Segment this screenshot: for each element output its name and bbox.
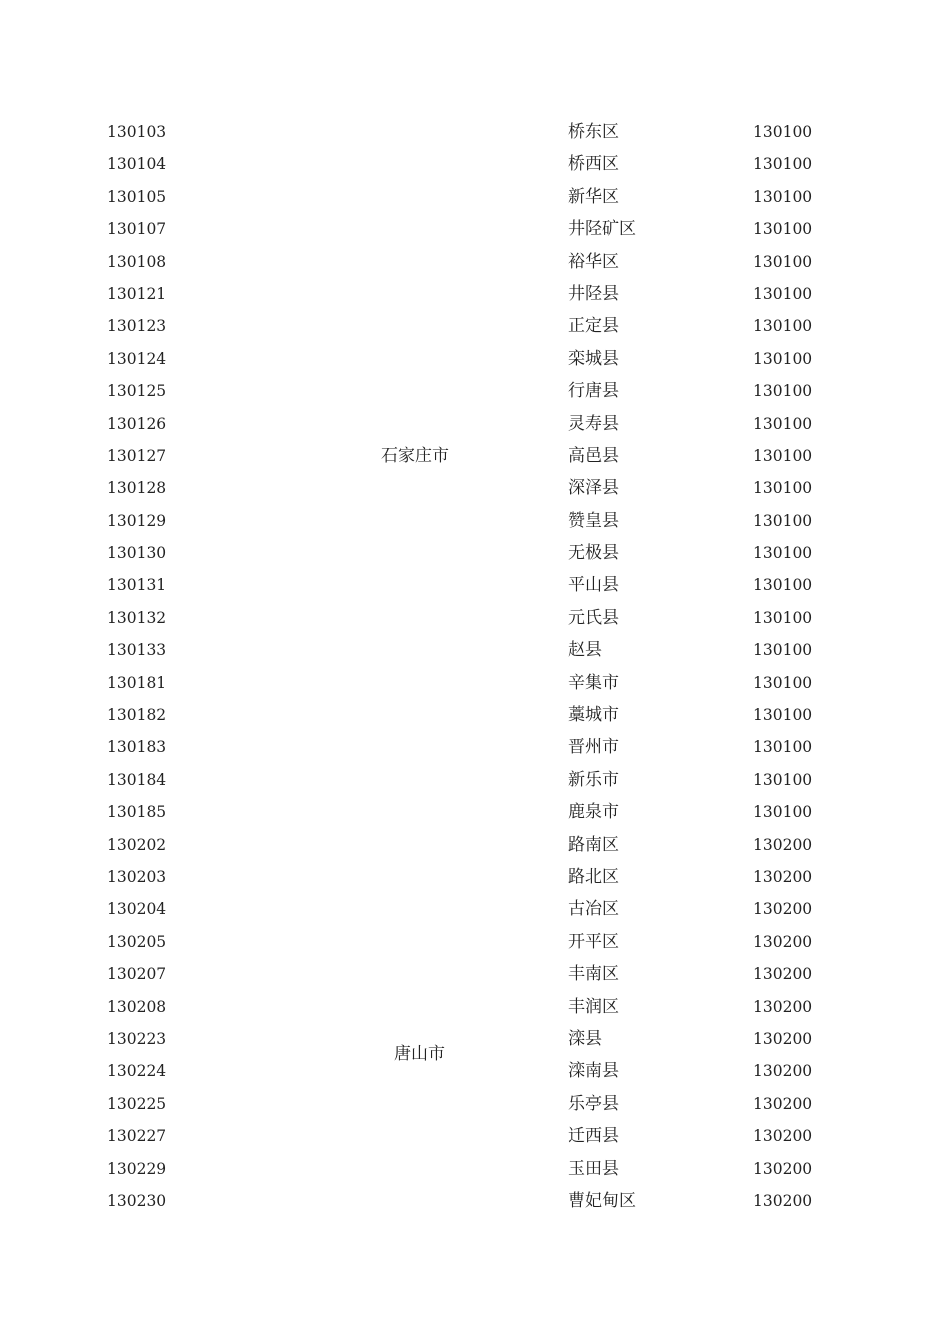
table-row (0, 246, 950, 278)
parent-code-cell: 130100 (753, 382, 813, 401)
parent-code-cell: 130100 (753, 284, 813, 303)
parent-code-cell: 130200 (753, 1062, 813, 1081)
region-name-cell: 无极县 (568, 543, 619, 564)
region-name-cell: 井陉矿区 (568, 219, 636, 240)
table-row (0, 505, 950, 537)
region-code-cell: 130127 (107, 446, 167, 465)
parent-code-cell: 130100 (753, 123, 813, 141)
region-name-cell: 灵寿县 (568, 413, 619, 434)
table-row (0, 667, 950, 699)
region-name-cell: 新华区 (568, 186, 619, 207)
table-row (0, 829, 950, 861)
region-name-cell: 滦县 (568, 1028, 602, 1049)
parent-code-cell: 130100 (753, 608, 813, 627)
region-name-cell: 裕华区 (568, 251, 619, 272)
region-code-cell: 130230 (107, 1191, 167, 1210)
table-row (0, 148, 950, 180)
parent-code-cell: 130100 (753, 155, 813, 174)
region-name-cell: 桥东区 (568, 122, 619, 142)
parent-code-cell: 130100 (753, 706, 813, 725)
region-code-cell: 130224 (107, 1062, 167, 1081)
region-code-cell: 130105 (107, 187, 167, 206)
region-code-cell: 130133 (107, 641, 167, 660)
region-name-cell: 新乐市 (568, 769, 619, 790)
region-name-cell: 元氏县 (568, 607, 619, 628)
region-code-cell: 130124 (107, 349, 167, 368)
region-code-cell: 130229 (107, 1159, 167, 1178)
region-name-cell: 曹妃甸区 (568, 1190, 636, 1211)
table-row (0, 926, 950, 958)
region-code-cell: 130183 (107, 738, 167, 757)
table-row (0, 958, 950, 990)
region-code-cell: 130204 (107, 900, 167, 919)
region-code-cell: 130132 (107, 608, 167, 627)
table-row (0, 278, 950, 310)
region-name-cell: 赵县 (568, 640, 602, 661)
table-row (0, 213, 950, 245)
table-row (0, 472, 950, 504)
region-code-cell: 130126 (107, 414, 167, 433)
region-name-cell: 路南区 (568, 834, 619, 855)
parent-code-cell: 130100 (753, 414, 813, 433)
table-row (0, 991, 950, 1023)
region-name-cell: 迁西县 (568, 1126, 619, 1147)
table-row (0, 440, 950, 472)
table-row (0, 569, 950, 601)
region-name-cell: 丰润区 (568, 996, 619, 1017)
table-row (0, 731, 950, 763)
region-name-cell: 古冶区 (568, 899, 619, 920)
table-row (0, 408, 950, 440)
parent-code-cell: 130200 (753, 867, 813, 886)
parent-code-cell: 130100 (753, 641, 813, 660)
region-code-cell: 130202 (107, 835, 167, 854)
region-code-cell: 130207 (107, 965, 167, 984)
parent-code-cell: 130200 (753, 932, 813, 951)
table-row (0, 310, 950, 342)
table-row (0, 116, 950, 148)
parent-code-cell: 130100 (753, 511, 813, 530)
region-code-cell: 130108 (107, 252, 167, 271)
parent-code-cell: 130200 (753, 965, 813, 984)
table-row (0, 602, 950, 634)
region-code-cell: 130182 (107, 706, 167, 725)
parent-code-cell: 130200 (753, 1159, 813, 1178)
region-name-cell: 桥西区 (568, 154, 619, 175)
region-code-cell: 130227 (107, 1127, 167, 1146)
region-name-cell: 滦南县 (568, 1061, 619, 1082)
region-code-cell: 130125 (107, 382, 167, 401)
parent-code-cell: 130100 (753, 317, 813, 336)
region-code-cell: 130107 (107, 220, 167, 239)
parent-code-cell: 130200 (753, 1094, 813, 1113)
parent-code-cell: 130200 (753, 835, 813, 854)
parent-code-cell: 130100 (753, 349, 813, 368)
parent-code-cell: 130100 (753, 479, 813, 498)
table-row (0, 181, 950, 213)
region-name-cell: 井陉县 (568, 283, 619, 304)
region-code-cell: 130128 (107, 479, 167, 498)
region-code-cell: 130184 (107, 770, 167, 789)
parent-code-cell: 130100 (753, 738, 813, 757)
parent-code-cell: 130100 (753, 187, 813, 206)
region-code-cell: 130205 (107, 932, 167, 951)
region-name-cell: 平山县 (568, 575, 619, 596)
region-code-cell: 130104 (107, 155, 167, 174)
region-name-cell: 行唐县 (568, 381, 619, 402)
region-code-cell: 130185 (107, 803, 167, 822)
parent-code-cell: 130100 (753, 544, 813, 563)
region-name-cell: 开平区 (568, 931, 619, 952)
parent-code-cell: 130100 (753, 220, 813, 239)
parent-code-cell: 130200 (753, 1191, 813, 1210)
region-name-cell: 正定县 (568, 316, 619, 337)
region-name-cell: 鹿泉市 (568, 802, 619, 823)
table-row (0, 1023, 950, 1055)
table-row (0, 861, 950, 893)
region-code-cell: 130225 (107, 1094, 167, 1113)
region-name-cell: 深泽县 (568, 478, 619, 499)
parent-code-cell: 130100 (753, 576, 813, 595)
parent-code-cell: 130200 (753, 997, 813, 1016)
parent-code-cell: 130200 (753, 1029, 813, 1048)
region-code-cell: 130123 (107, 317, 167, 336)
table-row (0, 1185, 950, 1217)
region-name-cell: 玉田县 (568, 1158, 619, 1179)
region-name-cell: 栾城县 (568, 348, 619, 369)
region-name-cell: 藁城市 (568, 705, 619, 726)
table-row (0, 1153, 950, 1185)
region-code-cell: 130131 (107, 576, 167, 595)
city-label-tangshan: 唐山市 (394, 1044, 445, 1064)
table-row (0, 375, 950, 407)
region-code-cell: 130130 (107, 544, 167, 563)
region-name-cell: 赞皇县 (568, 510, 619, 531)
region-code-cell: 130103 (107, 123, 167, 141)
table-row (0, 1120, 950, 1152)
city-label-shijiazhuang: 石家庄市 (381, 446, 449, 466)
parent-code-cell: 130100 (753, 770, 813, 789)
region-name-cell: 乐亭县 (568, 1093, 619, 1114)
region-code-cell: 130208 (107, 997, 167, 1016)
table-row (0, 1088, 950, 1120)
table-row (0, 537, 950, 569)
parent-code-cell: 130200 (753, 900, 813, 919)
parent-code-cell: 130100 (753, 803, 813, 822)
region-name-cell: 路北区 (568, 866, 619, 887)
table-row (0, 893, 950, 925)
table-row (0, 764, 950, 796)
region-code-table (0, 116, 950, 1217)
region-name-cell: 辛集市 (568, 672, 619, 693)
region-name-cell: 高邑县 (568, 445, 619, 466)
table-row (0, 343, 950, 375)
table-row (0, 699, 950, 731)
region-name-cell: 丰南区 (568, 964, 619, 985)
region-code-cell: 130121 (107, 284, 167, 303)
region-code-cell: 130223 (107, 1029, 167, 1048)
table-row (0, 796, 950, 828)
parent-code-cell: 130100 (753, 673, 813, 692)
region-code-cell: 130203 (107, 867, 167, 886)
region-code-cell: 130129 (107, 511, 167, 530)
table-row (0, 634, 950, 666)
region-code-cell: 130181 (107, 673, 167, 692)
parent-code-cell: 130100 (753, 252, 813, 271)
parent-code-cell: 130100 (753, 446, 813, 465)
region-name-cell: 晋州市 (568, 737, 619, 758)
table-row (0, 1055, 950, 1087)
parent-code-cell: 130200 (753, 1127, 813, 1146)
